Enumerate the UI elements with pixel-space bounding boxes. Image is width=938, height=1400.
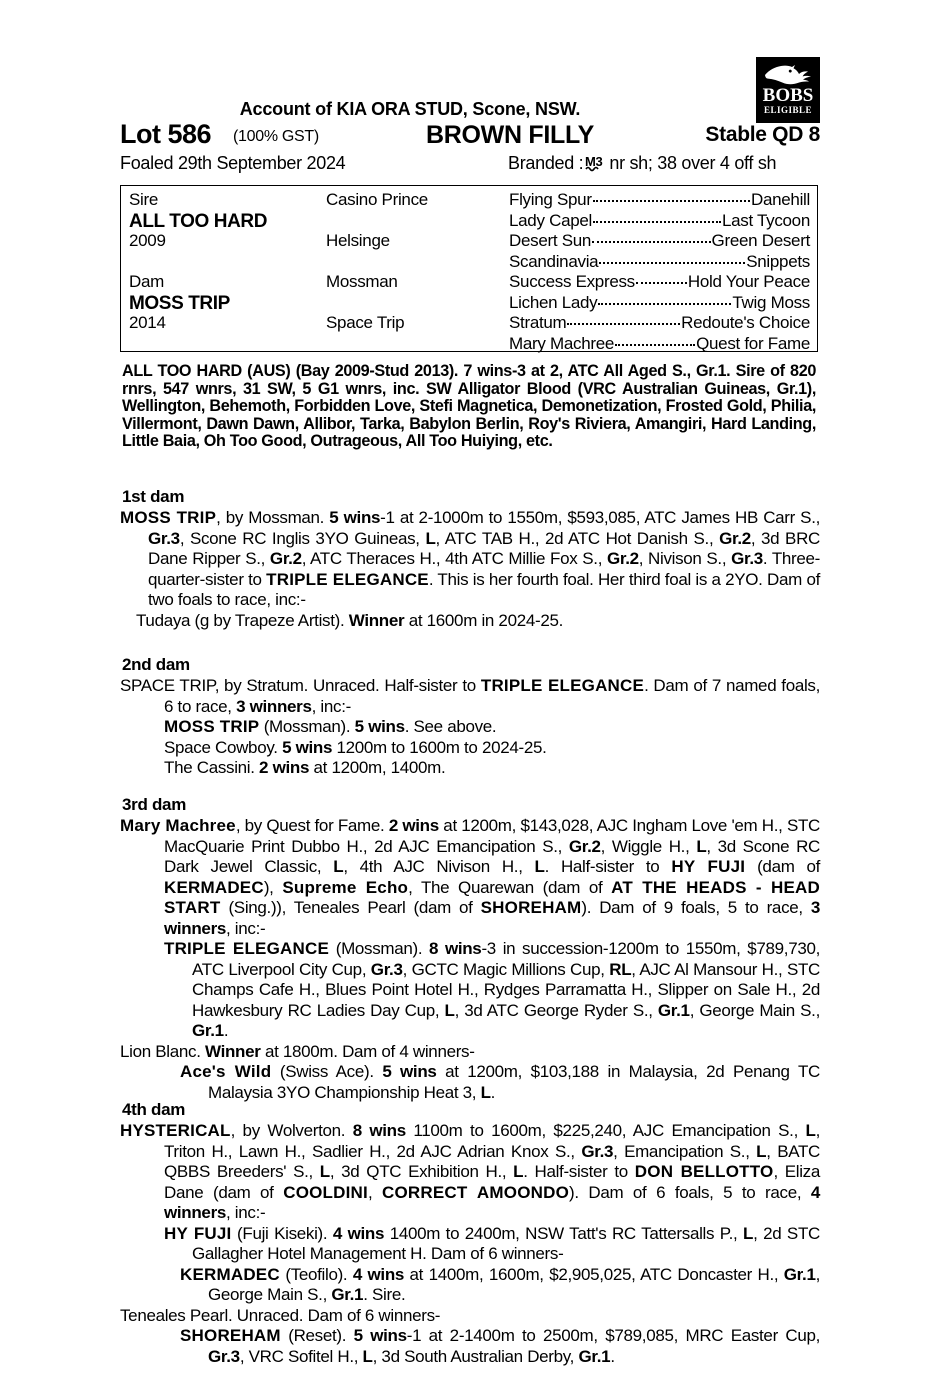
branded-info (508, 153, 776, 174)
horse-name: KERMADEC (180, 1264, 280, 1284)
dot-leader (567, 323, 680, 325)
race-grade: L (444, 1000, 455, 1020)
race-grade: 3 winners (164, 898, 820, 938)
race-grade: Gr.1 (783, 1264, 816, 1284)
race-grade: 8 wins (352, 1121, 406, 1140)
second-dam-heading: 2nd dam (122, 655, 190, 674)
svg-text:M3: M3 (585, 155, 603, 169)
first-dam-heading: 1st dam (122, 487, 185, 506)
pedigree-generation-3 (509, 211, 810, 231)
pedigree-generation-3 (509, 272, 810, 292)
race-grade: 5 wins (282, 737, 333, 757)
pedigree-sire-name: Stratum (509, 313, 567, 332)
race-grade: Gr.3 (581, 1141, 614, 1161)
pedigree-sire-name: Lady Capel (509, 210, 593, 230)
race-grade: L (362, 1346, 373, 1366)
pedigree-grandsire-name: Twig Moss (732, 292, 810, 312)
race-grade: Gr.3 (148, 528, 180, 548)
pedigree-generation-2: Mossman (326, 272, 398, 291)
pedigree-row (121, 211, 817, 232)
pedigree-generation-2: Casino Prince (326, 190, 428, 209)
pedigree-row (121, 313, 817, 334)
dot-leader (593, 221, 721, 223)
pedigree-generation-1: MOSS TRIP (129, 292, 230, 314)
horse-name: Supreme Echo (282, 877, 409, 897)
pedigree-grandsire-name: Quest for Fame (696, 333, 810, 353)
race-grade: Gr.3 (208, 1346, 240, 1366)
second-dam-section (120, 655, 820, 779)
pedigree-sire-name: Desert Sun (509, 231, 592, 250)
pedigree-generation-1: Sire (129, 190, 159, 209)
horse-head-icon (762, 62, 814, 86)
lot-number: Lot 586 (120, 119, 212, 149)
pedigree-row (121, 334, 817, 355)
race-grade: L (696, 836, 707, 856)
dot-leader (615, 344, 695, 346)
horse-name: KERMADEC (164, 877, 264, 897)
horse-name: COOLDINI (283, 1182, 368, 1202)
horse-name: SHOREHAM (480, 898, 582, 917)
first-dam-main: MOSS TRIP, by Mossman. 5 wins-1 at 2-1000m to 1550m, $593,085, ATC James HB Carr S., Gr.3, Scone RC Inglis 3YO Guineas, L, ATC TAB H., 2d ATC Hot Danish S., Gr.2, 3d BRC Dane Ripper S., Gr.2, ATC Theraces H., 4th ATC Millie Fox S., Gr.2, Nivison S., Gr.3. Three-quarter-sister to TRIPLE ELEGANCE. This is her fourth foal. Her third foal is a 2YO. Dam of two foals to race, inc:- (120, 508, 820, 609)
bobs-eligible-logo (756, 57, 820, 123)
horse-name: Ace's Wild (180, 1062, 272, 1081)
third-dam-section (120, 795, 820, 1103)
race-grade: 5 wins (353, 1326, 407, 1345)
second-dam-main: SPACE TRIP, by Stratum. Unraced. Half-sister to TRIPLE ELEGANCE. Dam of 7 named foals, 6 to race, 3 winners, inc:- (120, 676, 821, 716)
pedigree-sire-name: Flying Spur (509, 190, 592, 209)
pedigree-generation-2: Helsinge (326, 231, 390, 250)
race-grade: Gr.3 (370, 959, 403, 979)
fourth-dam-section (120, 1100, 820, 1367)
race-grade: Gr.2 (606, 549, 639, 568)
second-dam-progeny-3: The Cassini. 2 wins at 1200m, 1400m. (164, 758, 446, 777)
pedigree-grandsire-name: Danehill (750, 190, 810, 209)
fourth-dam-main: HYSTERICAL, by Wolverton. 8 wins 1100m to 1600m, $225,240, AJC Emancipation S., L, Triton H., Lawn H., Sadlier H., 2d AJC Adrian Knox S., Gr.3, Emancipation S., L, BATC QBBS Breeders' S., L, 3d QTC Exhibition H., L. Half-sister to DON BELLOTTO, Eliza Dane (dam of COOLDINI, CORRECT AMOONDO). Dam of 6 foals, 5 to race, 4 winners, inc:- (120, 1121, 821, 1222)
third-dam-heading: 3rd dam (122, 795, 187, 814)
pedigree-generation-3 (509, 231, 810, 251)
race-grade: Gr.2 (568, 836, 601, 856)
account-line: Account of KIA ORA STUD, Scone, NSW. (239, 99, 581, 119)
colour-and-sex: BROWN FILLY (426, 121, 594, 149)
pedigree-grandsire-name: Hold Your Peace (687, 272, 810, 291)
gst-note: (100% GST) (233, 128, 319, 145)
race-grade: L (333, 857, 344, 876)
race-grade: Gr.1 (578, 1346, 611, 1366)
horse-name: TRIPLE ELEGANCE (266, 569, 429, 589)
sire-summary: ALL TOO HARD (AUS) (Bay 2009-Stud 2013). 7 wins-3 at 2, ATC All Aged S., Gr.1. Sire of 820 rnrs, 547 wnrs, 31 SW, 5 G1 wnrs, inc. SW Alligator Blood (VRC Australian Guineas, Gr.1), Wellington, Behemoth, Forbidden Love, Stefi Magnetica, Demonetization, Frosted Gold, Philia, Villermont, Dawn Dawn, Allibor, Tarka, Babylon Berlin, Roy's Riviera, Amangiri, Hard Landing, Little Baia, Oh Too Good, Outrageous, All Too Huiying, etc. (122, 362, 816, 451)
race-grade: Gr.1 (331, 1285, 364, 1304)
dot-leader (592, 241, 711, 243)
pedigree-generation-3 (509, 293, 810, 313)
race-grade: Gr.1 (192, 1021, 224, 1040)
pedigree-generation-3 (509, 334, 810, 354)
pedigree-generation-1: 2014 (129, 313, 166, 332)
pedigree-generation-1: 2009 (129, 231, 166, 250)
race-grade: 5 wins (382, 1062, 437, 1081)
pedigree-row (121, 190, 817, 211)
pedigree-sire-name: Lichen Lady (509, 292, 598, 312)
fourth-dam-progeny-hy-fuji: HY FUJI (Fuji Kiseki). 4 wins 1400m to 2400m, NSW Tatt's RC Tattersalls P., L, 2d STC Gallagher Hotel Management H. Dam of 6 winners- (164, 1223, 820, 1263)
first-dam-progeny-1: Tudaya (g by Trapeze Artist). Winner at 1600m in 2024-25. (136, 610, 563, 630)
pedigree-grandsire-name: Redoute's Choice (681, 313, 810, 332)
horse-name: Mary Machree (120, 816, 236, 835)
pedigree-generation-3 (509, 190, 810, 210)
race-grade: L (805, 1121, 816, 1140)
catalogue-page (120, 0, 820, 1400)
pedigree-sire-name: Scandinavia (509, 251, 599, 271)
race-grade: 4 winners (164, 1182, 821, 1222)
pedigree-row (121, 293, 817, 314)
race-grade: L (743, 1223, 754, 1243)
race-grade: L (319, 1162, 330, 1181)
race-grade: L (425, 528, 436, 548)
pedigree-row (121, 272, 817, 293)
race-grade: 8 wins (429, 939, 482, 958)
third-dam-main: Mary Machree, by Quest for Fame. 2 wins at 1200m, $143,028, AJC Ingham Love 'em H., STC MacQuarie Print Dubbo H., 2d AJC Emancipation S., Gr.2, Wiggle H., L, 3d Scone RC Dark Jewel Classic, L, 4th AJC Nivison H., L. Half-sister to HY FUJI (dam of KERMADEC), Supreme Echo, The Quarewan (dam of AT THE HEADS - HEAD START (Sing.)), Teneales Pearl (dam of SHOREHAM). Dam of 9 foals, 5 to race, 3 winners, inc:- (120, 816, 821, 938)
foaled-branded-row (120, 153, 820, 177)
fourth-dam-progeny-kermadec: KERMADEC (Teofilo). 4 wins at 1400m, 1600m, $2,905,025, ATC Doncaster H., Gr.1, George Main S., Gr.1. Sire. (180, 1264, 820, 1304)
dot-leader (593, 200, 750, 202)
race-grade: 2 wins (259, 758, 310, 777)
pedigree-row (121, 252, 817, 273)
pedigree-grandsire-name: Snippets (746, 251, 810, 271)
horse-name: TRIPLE ELEGANCE (480, 676, 645, 695)
race-grade: RL (609, 959, 632, 979)
race-grade: Winner (205, 1041, 261, 1061)
pedigree-generation-1: ALL TOO HARD (129, 210, 268, 232)
branded-label: Branded : (508, 153, 584, 173)
pedigree-generation-3 (509, 252, 810, 272)
fourth-dam-progeny-teneales-pearl: Teneales Pearl. Unraced. Dam of 6 winners- (120, 1305, 441, 1325)
fourth-dam-progeny-shoreham: SHOREHAM (Reset). 5 wins-1 at 2-1400m to 2500m, $789,085, MRC Easter Cup, Gr.3, VRC Sofitel H., L, 3d South Australian Derby, Gr.1. (180, 1326, 821, 1366)
pedigree-generation-3 (509, 313, 810, 333)
race-grade: 5 wins (354, 717, 405, 736)
fourth-dam-heading: 4th dam (122, 1100, 186, 1119)
race-grade: 4 wins (352, 1264, 405, 1284)
pedigree-generation-2: Space Trip (326, 313, 405, 332)
pedigree-sire-name: Mary Machree (509, 333, 615, 353)
second-dam-progeny-1: MOSS TRIP (Mossman). 5 wins. See above. (164, 717, 497, 736)
race-grade: 3 winners (236, 696, 312, 716)
dot-leader (636, 282, 687, 284)
pedigree-sire-name: Success Express (509, 272, 635, 291)
horse-name: TRIPLE ELEGANCE (164, 939, 329, 958)
third-dam-progeny-lion-blanc: Lion Blanc. Winner at 1800m. Dam of 4 winners- (120, 1041, 475, 1061)
horse-name: AT THE HEADS - HEAD START (164, 877, 820, 917)
horse-name: HY FUJI (164, 1223, 232, 1243)
race-grade: Winner (348, 610, 405, 630)
pedigree-table (120, 185, 818, 352)
race-grade: Gr.2 (269, 549, 302, 568)
race-grade: 5 wins (329, 508, 381, 527)
branded-suffix: nr sh; 38 over 4 off sh (609, 153, 777, 173)
brand-mark-icon (585, 155, 608, 172)
pedigree-row (121, 231, 817, 252)
race-grade: L (756, 1141, 767, 1161)
horse-name: DON BELLOTTO (634, 1162, 774, 1181)
race-grade: L (534, 857, 545, 876)
dot-leader (599, 262, 745, 264)
bobs-eligible-text: ELIGIBLE (763, 105, 813, 115)
race-grade: L (480, 1082, 491, 1102)
pedigree-generation-1: Dam (129, 272, 164, 291)
horse-name: HY FUJI (671, 857, 746, 876)
horse-name: HYSTERICAL (120, 1121, 231, 1140)
horse-name: MOSS TRIP (120, 508, 217, 527)
race-grade: 4 wins (332, 1223, 385, 1243)
first-dam-section (120, 487, 820, 631)
race-grade: Gr.2 (719, 528, 751, 548)
foaled-date: Foaled 29th September 2024 (120, 153, 346, 173)
race-grade: Gr.3 (731, 549, 763, 568)
dot-leader (598, 303, 731, 305)
stable-location: Stable QD 8 (705, 123, 820, 146)
third-dam-progeny-triple-elegance: TRIPLE ELEGANCE (Mossman). 8 wins-3 in succession-1200m to 1550m, $789,730, ATC Liverpool City Cup, Gr.3, GCTC Magic Millions Cup, RL, AJC Al Mansour H., STC Champs Cafe H., Blues Point Hotel H., Rydges Parramatta H., Slipper on Sale H., 2d Hawkesbury RC Ladies Day Cup, L, 3d ATC George Ryder S., Gr.1, George Main S., Gr.1. (164, 939, 821, 1040)
horse-name: CORRECT AMOONDO (381, 1182, 569, 1202)
third-dam-progeny-aces-wild: Ace's Wild (Swiss Ace). 5 wins at 1200m, $103,188 in Malaysia, 2d Penang TC Malaysia 3YO Championship Heat 3, L. (180, 1062, 820, 1102)
race-grade: 2 wins (388, 816, 439, 835)
race-grade: L (513, 1162, 524, 1181)
horse-name: MOSS TRIP (164, 717, 260, 736)
lot-title-row (120, 121, 820, 151)
horse-name: SHOREHAM (180, 1326, 281, 1345)
pedigree-grandsire-name: Last Tycoon (721, 210, 810, 230)
second-dam-progeny-2: Space Cowboy. 5 wins 1200m to 1600m to 2024-25. (164, 737, 547, 757)
pedigree-grandsire-name: Green Desert (711, 231, 810, 250)
bobs-logo-text: BOBS (762, 85, 814, 106)
race-grade: Gr.1 (657, 1000, 690, 1020)
